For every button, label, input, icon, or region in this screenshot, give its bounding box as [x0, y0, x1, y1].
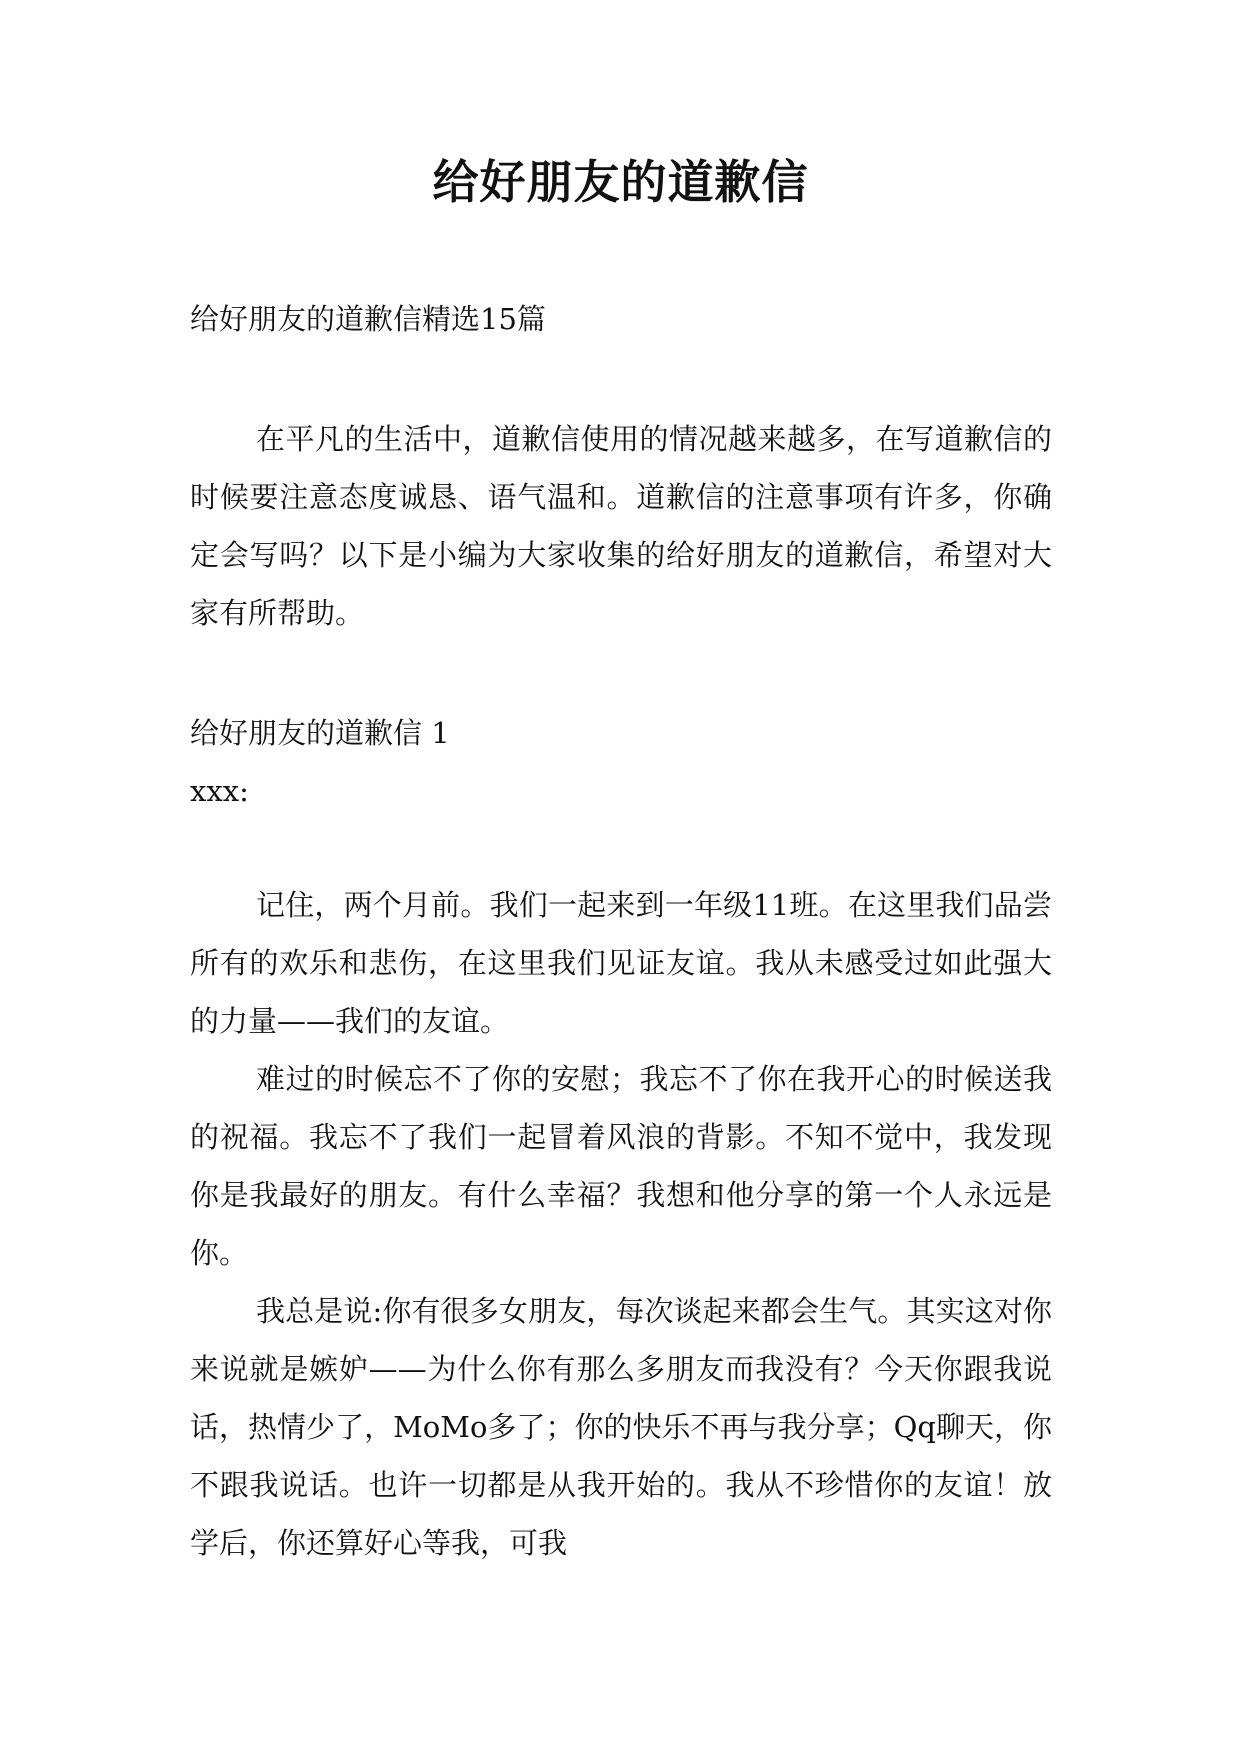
document-body	[190, 290, 1052, 1572]
body-paragraph: 我总是说:你有很多女朋友，每次谈起来都会生气。其实这对你来说就是嫉妒——为什么你有那么多朋友而我没有？今天你跟我说话，热情少了，MoMo多了；你的快乐不再与我分享；Qq聊天，你不跟我说话。也许一切都是从我开始的。我从不珍惜你的友谊！放学后，你还算好心等我，可我	[190, 1294, 1052, 1560]
salutation: xxx:	[190, 774, 249, 808]
spacer	[190, 642, 1052, 704]
section-heading: 给好朋友的道歉信 1	[190, 716, 450, 750]
body-paragraph: 记住，两个月前。我们一起来到一年级11班。在这里我们品尝所有的欢乐和悲伤，在这里我们见证友谊。我从未感受过如此强大的力量——我们的友谊。	[190, 888, 1052, 1038]
intro-paragraph: 在平凡的生活中，道歉信使用的情况越来越多，在写道歉信的时候要注意态度诚恳、语气温和。道歉信的注意事项有许多，你确定会写吗？以下是小编为大家收集的给好朋友的道歉信，希望对大家有所帮助。	[190, 422, 1052, 630]
document-subtitle: 给好朋友的道歉信精选15篇	[190, 302, 546, 336]
spacer	[190, 820, 1052, 876]
spacer	[190, 348, 1052, 410]
document-title: 给好朋友的道歉信	[432, 155, 809, 209]
body-paragraph: 难过的时候忘不了你的安慰；我忘不了你在我开心的时候送我的祝福。我忘不了我们一起冒着风浪的背影。不知不觉中，我发现你是我最好的朋友。有什么幸福？我想和他分享的第一个人永远是你。	[190, 1062, 1052, 1270]
